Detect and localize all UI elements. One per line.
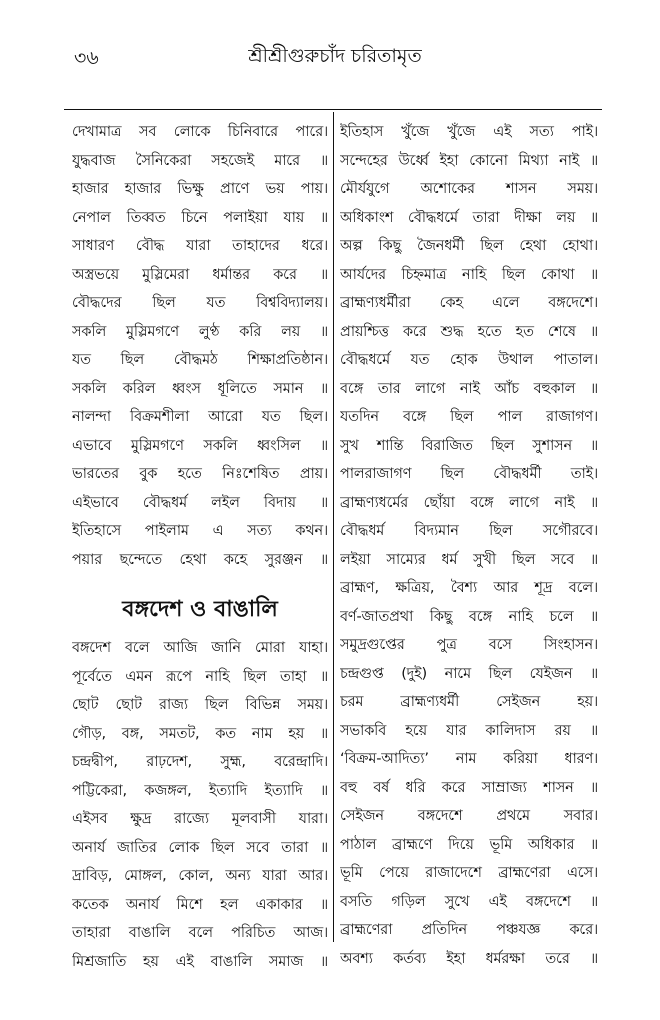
verse-line: সকলি করিল ধ্বংস ধূলিতে সমান ॥ (72, 380, 328, 397)
verse-line: যতদিন বঙ্গে ছিল পাল রাজাগণ। (340, 409, 598, 425)
verse-line: ব্রাহ্মণ্যধর্মীরা কেহ এলে বঙ্গদেশে। (340, 295, 598, 311)
verse-line: গৌড়, বঙ্গ, সমতট, কত নাম হয় ॥ (72, 725, 328, 742)
verse-line: সাধারণ বৌদ্ধ যারা তাহাদের ধরে। (72, 238, 328, 254)
verse-line: ‘বিক্রম-আদিত্য’ নাম করিয়া ধারণ। (340, 751, 598, 767)
verse-line: বর্ণ-জাতপ্রথা কিছু বঙ্গে নাহি চলে ॥ (340, 608, 598, 625)
verse-line: নালন্দা বিক্রমশীলা আরো যত ছিল। (72, 409, 328, 425)
verse-line: যত ছিল বৌদ্ধমঠ শিক্ষাপ্রতিষ্ঠান। (72, 352, 328, 368)
verse-line: হাজার হাজার ভিক্ষু প্রাণে ভয় পায়। (72, 181, 328, 197)
left-column (72, 118, 328, 976)
book-title: শ্রীশ্রীগুরুচাঁদ চরিতামৃত (248, 45, 422, 67)
verse-line: নেপাল তিব্বত চিনে পলাইয়া যায় ॥ (72, 209, 328, 226)
verse-line: পট্টিকেরা, কজঙ্গল, ইত্যাদি ইত্যাদি ॥ (72, 782, 328, 799)
page-header (70, 40, 600, 74)
header-rule (64, 109, 602, 110)
verse-line: সেইজন বঙ্গদেশে প্রথমে সবার। (340, 808, 598, 824)
verse-line: আর্যদের চিহ্নমাত্র নাহি ছিল কোথা ॥ (340, 266, 598, 283)
verse-line: অবশ্য কর্তব্য ইহা ধর্মরক্ষা তরে ॥ (340, 950, 598, 967)
right-column (340, 118, 598, 973)
verse-line: এইভাবে বৌদ্ধধর্ম লইল বিদায় ॥ (72, 494, 328, 511)
verse-line: পাঠাল ব্রাহ্মণে দিয়ে ভূমি অধিকার ॥ (340, 836, 598, 853)
verse-line: মৌর্যযুগে অশোকের শাসন সময়। (340, 181, 598, 197)
verse-line: সভাকবি হয়ে যার কালিদাস রয় ॥ (340, 722, 598, 739)
verse-line: মিশ্রজাতি হয় এই বাঙালি সমাজ ॥ (72, 953, 328, 970)
verse-line: সন্দেহের উর্ধ্বে ইহা কোনো মিথ্যা নাই ॥ (340, 152, 598, 169)
page-number: ৩৬ (74, 47, 99, 69)
verse-line: পয়ার ছন্দেতে হেথা কহে সুরঞ্জন ॥ (72, 551, 328, 568)
verse-line: সমুদ্রগুপ্তের পুত্র বসে সিংহাসন। (340, 637, 598, 653)
verse-line: অল্প কিছু জৈনধর্মী ছিল হেথা হোথা। (340, 238, 598, 254)
verse-line: বঙ্গে তার লাগে নাই আঁচ বহুকাল ॥ (340, 380, 598, 397)
verse-line: সুখ শান্তি বিরাজিত ছিল সুশাসন ॥ (340, 437, 598, 454)
verse-line: চরম ব্রাহ্মণ্যধর্মী সেইজন হয়। (340, 694, 598, 710)
verse-line: অস্ত্রভয়ে মুস্লিমেরা ধর্মান্তর করে ॥ (72, 266, 328, 283)
verse-line: প্রায়শ্চিত্ত করে শুদ্ধ হতে হত শেষে ॥ (340, 323, 598, 340)
verse-line: কতেক অনার্য মিশে হল একাকার ॥ (72, 896, 328, 913)
verse-line: অধিকাংশ বৌদ্ধধর্মে তারা দীক্ষা লয় ॥ (340, 209, 598, 226)
verse-line: বৌদ্ধধর্ম বিদ্যমান ছিল সগৌরবে। (340, 523, 598, 539)
verse-line: ছোট ছোট রাজ্য ছিল বিভিন্ন সময়। (72, 697, 328, 713)
verse-line: যুদ্ধবাজ সৈনিকেরা সহজেই মারে ॥ (72, 152, 328, 169)
verse-line: ইতিহাসে পাইলাম এ সত্য কথন। (72, 523, 328, 539)
verse-line: চন্দ্রগুপ্ত (দুই) নামে ছিল যেইজন ॥ (340, 665, 598, 682)
verse-line: ব্রাহ্মণ, ক্ষত্রিয়, বৈশ্য আর শূদ্র বলে। (340, 580, 598, 596)
verse-line: ব্রাহ্মণ্যধর্মের ছোঁয়া বঙ্গে লাগে নাই ॥ (340, 494, 598, 511)
column-divider (333, 112, 334, 942)
verse-line: অনার্য জাতির লোক ছিল সবে তারা ॥ (72, 839, 328, 856)
section-heading: বঙ্গদেশ ও বাঙালি (122, 597, 278, 622)
verse-line: চন্দ্রদ্বীপ, রাঢ়দেশ, সুহ্ম, বরেন্দ্রাদি। (72, 754, 328, 770)
verse-line: দ্রাবিড়, মোঙ্গল, কোল, অন্য যারা আর। (72, 868, 328, 884)
verse-line: এভাবে মুস্লিমগণে সকলি ধ্বংসিল ॥ (72, 437, 328, 454)
verse-line: বসতি গড়িল সুখে এই বঙ্গদেশে ॥ (340, 893, 598, 910)
verse-line: ভারতের বুক হতে নিঃশেষিত প্রায়। (72, 466, 328, 482)
verse-line: লইয়া সাম্যের ধর্ম সুখী ছিল সবে ॥ (340, 551, 598, 568)
verse-line: বৌদ্ধধর্মে যত হোক উথাল পাতাল। (340, 352, 598, 368)
verse-line: সকলি মুস্লিমগণে লুণ্ঠ করি লয় ॥ (72, 323, 328, 340)
verse-line: পালরাজাগণ ছিল বৌদ্ধধর্মী তাই। (340, 466, 598, 482)
verse-line: বঙ্গদেশ বলে আজি জানি মোরা যাহা। (72, 640, 328, 656)
verse-line: ইতিহাস খুঁজে খুঁজে এই সত্য পাই। (340, 124, 598, 140)
verse-line: বৌদ্ধদের ছিল যত বিশ্ববিদ্যালয়। (72, 295, 328, 311)
verse-line: বহু বর্ষ ধরি করে সাম্রাজ্য শাসন ॥ (340, 779, 598, 796)
verse-line: পূর্বেতে এমন রূপে নাহি ছিল তাহা ॥ (72, 668, 328, 685)
verse-line: ব্রাহ্মণেরা প্রতিদিন পঞ্চযজ্ঞ করে। (340, 922, 598, 938)
verse-line: ভূমি পেয়ে রাজাদেশে ব্রাহ্মণেরা এসে। (340, 865, 598, 881)
verse-line: তাহারা বাঙালি বলে পরিচিত আজ। (72, 925, 328, 941)
verse-line: দেখামাত্র সব লোকে চিনিবারে পারে। (72, 124, 328, 140)
verse-line: এইসব ক্ষুদ্র রাজ্যে মূলবাসী যারা। (72, 811, 328, 827)
